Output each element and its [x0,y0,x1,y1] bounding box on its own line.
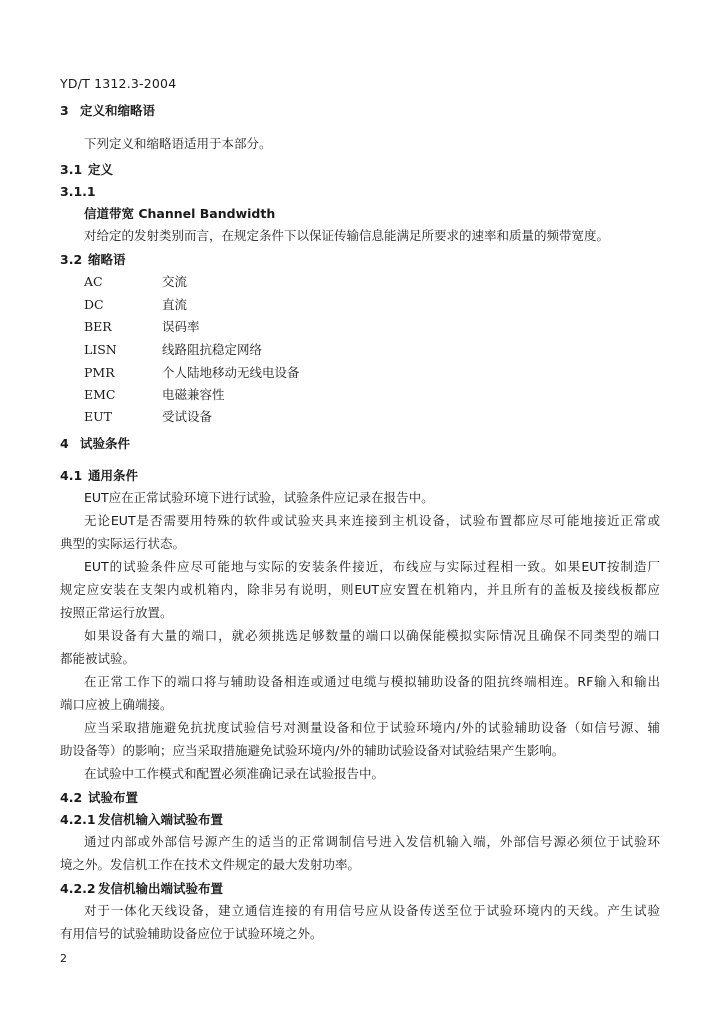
section-number: 4.1 [60,468,83,483]
paragraph-line: 境之外。发信机工作在技术文件规定的最大发射功率。 [60,857,361,872]
abbreviation-code: BER [84,319,112,334]
abbreviation-meaning: 交流 [162,274,188,289]
section-title: 试验布置 [88,790,139,805]
section-title: 发信机输出端试验布置 [98,881,224,896]
page-number: 2 [60,952,67,965]
abbreviation-row [84,274,187,290]
abbreviation-meaning: 个人陆地移动无线电设备 [162,365,300,380]
section-3-intro: 下列定义和缩略语适用于本部分。 [84,136,272,151]
section-4-2-1-heading [60,812,223,828]
abbreviation-meaning: 电磁兼容性 [162,387,225,402]
abbreviation-meaning: 线路阻抗稳定网络 [162,342,263,357]
section-number: 3.1 [60,162,83,177]
section-title: 试验条件 [80,436,131,451]
paragraph-line: 有用信号的试验辅助设备应位于试验环境之外。 [60,926,323,941]
abbreviation-row [84,409,212,425]
section-number: 4.2 [60,790,83,805]
section-title: 定义和缩略语 [80,103,156,118]
section-4-heading [60,436,130,452]
term-definition: 对给定的发射类别而言，在规定条件下以保证传输信息能满足所要求的速率和质量的频带宽度。 [84,228,610,243]
paragraph-line: 在试验中工作模式和配置必须准确记录在试验报告中。 [84,766,385,781]
paragraph-line: 对于一体化天线设备，建立通信连接的有用信号应从设备传送至位于试验环境内的天线。产生试验 [84,903,660,918]
section-4-2-heading [60,790,138,806]
abbreviation-meaning: 受试设备 [162,409,213,424]
paragraph-line: 按照正常运行放置。 [60,605,173,620]
section-3-1-heading [60,162,113,178]
abbreviation-code: PMR [84,365,115,380]
section-number: 4 [60,436,69,451]
paragraph-line: 端口应被上确端接。 [60,697,173,712]
section-number: 4.2.1 [60,812,96,827]
abbreviation-meaning: 直流 [162,297,188,312]
section-number: 3.2 [60,252,83,267]
paragraph-line: 都能被试验。 [60,651,136,666]
abbreviation-code: EMC [84,387,116,402]
paragraph-line: 应当采取措施避免抗扰度试验信号对测量设备和位于试验环境内/外的试验辅助设备（如信号源、辅 [84,720,660,735]
section-number: 4.2.2 [60,881,96,896]
term-name: 信道带宽 Channel Bandwidth [84,206,276,221]
abbreviation-code: AC [84,274,103,289]
abbreviation-row [84,342,262,358]
abbreviation-row [84,387,225,403]
paragraph-line: 无论EUT是否需要用特殊的软件或试验夹具来连接到主机设备，试验布置都应尽可能地接近正常或 [84,513,660,528]
section-title: 发信机输入端试验布置 [98,812,224,827]
section-3-heading [60,103,155,119]
paragraph-line: EUT应在正常试验环境下进行试验，试验条件应记录在报告中。 [84,490,434,505]
section-number: 3 [60,103,69,118]
abbreviation-row [84,297,187,313]
section-3-2-heading [60,252,126,268]
paragraph-line: 助设备等）的影响；应当采取措施避免试验环境内/外的辅助试验设备对试验结果产生影响。 [60,743,565,758]
abbreviation-code: DC [84,297,104,312]
paragraph-line: 典型的实际运行状态。 [60,536,186,551]
abbreviation-row [84,365,300,381]
abbreviation-row [84,319,200,335]
section-title: 缩略语 [88,252,126,267]
paragraph-line: EUT的试验条件应尽可能地与实际的安装条件接近，布线应与实际过程相一致。如果EUT按制造厂 [84,559,660,574]
abbreviation-code: EUT [84,409,112,424]
section-4-2-2-heading [60,881,223,897]
section-4-1-heading [60,468,138,484]
paragraph-line: 规定应安装在支架内或机箱内，除非另有说明，则EUT应安置在机箱内，并且所有的盖板及接线板都应 [60,582,660,597]
paragraph-line: 通过内部或外部信号源产生的适当的正常调制信号进入发信机输入端，外部信号源必须位于试验环 [84,834,660,849]
abbreviation-meaning: 误码率 [162,319,200,334]
section-title: 通用条件 [88,468,139,483]
paragraph-line: 在正常工作下的端口将与辅助设备相连或通过电缆与模拟辅助设备的阻抗终端相连。RF输入和输出 [84,674,660,689]
abbreviation-code: LISN [84,342,117,357]
section-title: 定义 [88,162,114,177]
standard-number-header: YD/T 1312.3-2004 [60,76,177,91]
section-3-1-1-heading: 3.1.1 [60,184,96,199]
paragraph-line: 如果设备有大量的端口，就必须挑选足够数量的端口以确保能模拟实际情况且确保不同类型的端口 [84,628,660,643]
